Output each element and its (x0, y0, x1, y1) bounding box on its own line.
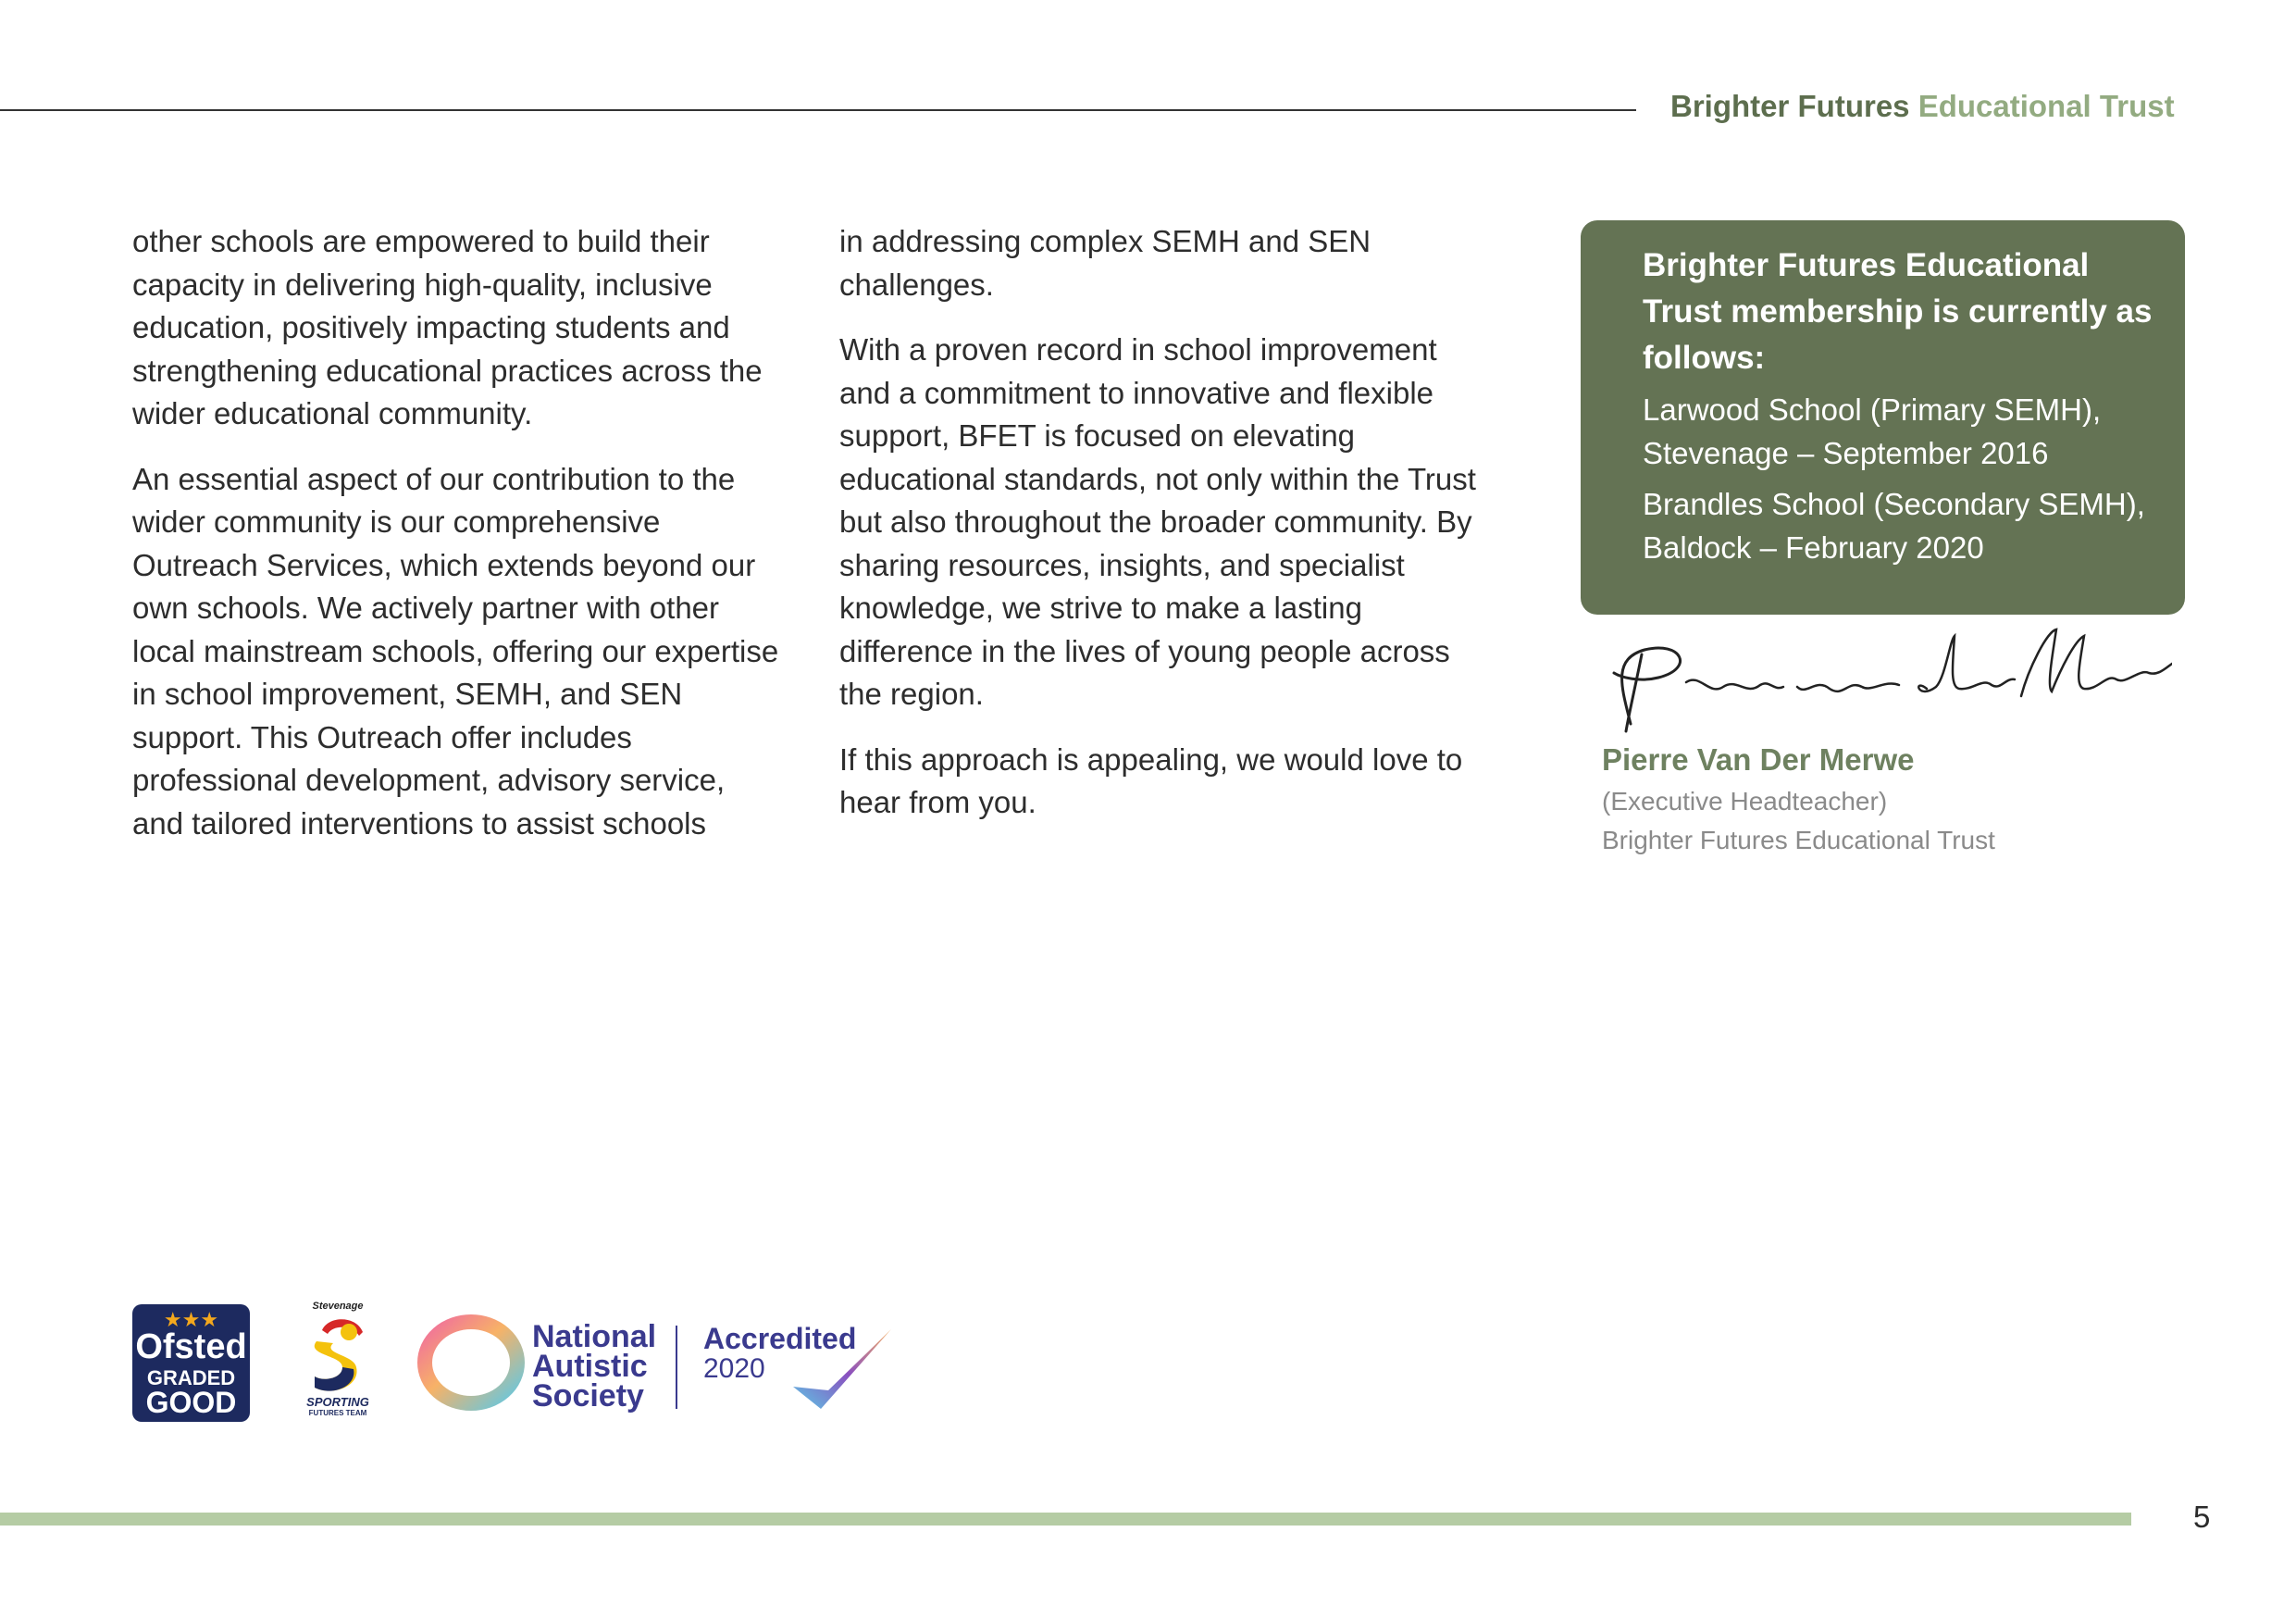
header-title-part1: Brighter Futures (1670, 89, 1910, 123)
nas-line1: National (532, 1319, 657, 1354)
logo-divider (676, 1326, 677, 1409)
paragraph: in addressing complex SEMH and SEN challenges. (839, 224, 1371, 302)
signatory-name: Pierre Van Der Merwe (1602, 742, 1915, 777)
ofsted-good: GOOD (145, 1386, 237, 1419)
membership-school: Brandles School (Secondary SEMH), Baldock – February 2020 (1643, 487, 2145, 565)
paragraph: An essential aspect of our contribution to the wider community is our comprehensive Outreach Services, which extends beyond our own schools. We actively partner with other local mainstream schools, offering our expertise in school improvement, SEMH, and SEN support. This Outreach offer includes professional development, advisory service, and tailored interventions to assist schools (132, 461, 779, 841)
nas-wordmark (532, 1319, 657, 1414)
header-title (1670, 89, 2175, 124)
header-title-part2: Educational Trust (1917, 89, 2175, 123)
footer-bar (0, 1513, 2131, 1526)
sporting-futures-team-logo (296, 1301, 379, 1423)
handwritten-signature (1594, 622, 2172, 742)
sft-line2: FUTURES TEAM (308, 1409, 367, 1417)
paragraph: other schools are empowered to build their capacity in delivering high-quality, inclusive education, positively impacting students and strengthening educational practices across the wider educational community. (132, 224, 763, 430)
nas-line3: Society (532, 1378, 644, 1414)
accredited-year: 2020 (703, 1353, 765, 1384)
sft-town: Stevenage (312, 1301, 364, 1312)
paragraph: If this approach is appealing, we would love to hear from you. (839, 741, 1463, 819)
accredited-label: Accredited (703, 1322, 857, 1355)
ofsted-wordmark: Ofsted (135, 1327, 247, 1366)
nas-ring-icon (416, 1314, 526, 1411)
ofsted-good-logo (132, 1304, 250, 1422)
body-column-1 (132, 220, 780, 867)
ofsted-graded: GRADED (146, 1366, 236, 1389)
sft-line1: SPORTING (306, 1395, 369, 1409)
sft-emblem-icon (305, 1314, 370, 1395)
membership-school: Larwood School (Primary SEMH), Stevenage – September 2016 (1643, 392, 2102, 470)
body-column-2 (839, 220, 1487, 847)
membership-card (1581, 220, 2185, 615)
membership-heading: Brighter Futures Educational Trust membership is currently as follows: (1643, 247, 2153, 376)
ofsted-stars: ★★★ (163, 1308, 219, 1331)
accreditation-check-icon (791, 1324, 893, 1412)
signatory-organisation: Brighter Futures Educational Trust (1602, 826, 1995, 854)
page-number: 5 (2193, 1500, 2211, 1534)
nas-line2: Autistic (532, 1349, 648, 1384)
header-rule (0, 109, 1636, 111)
signatory-role: (Executive Headteacher) (1602, 787, 1888, 816)
paragraph: With a proven record in school improvement and a commitment to innovative and flexible support, BFET is focused on elevating educational standards, not only within the Trust but also throughout the broader community. By sharing resources, insights, and specialist knowledge, we strive to make a lasting difference in the lives of young people across the region. (839, 332, 1476, 711)
